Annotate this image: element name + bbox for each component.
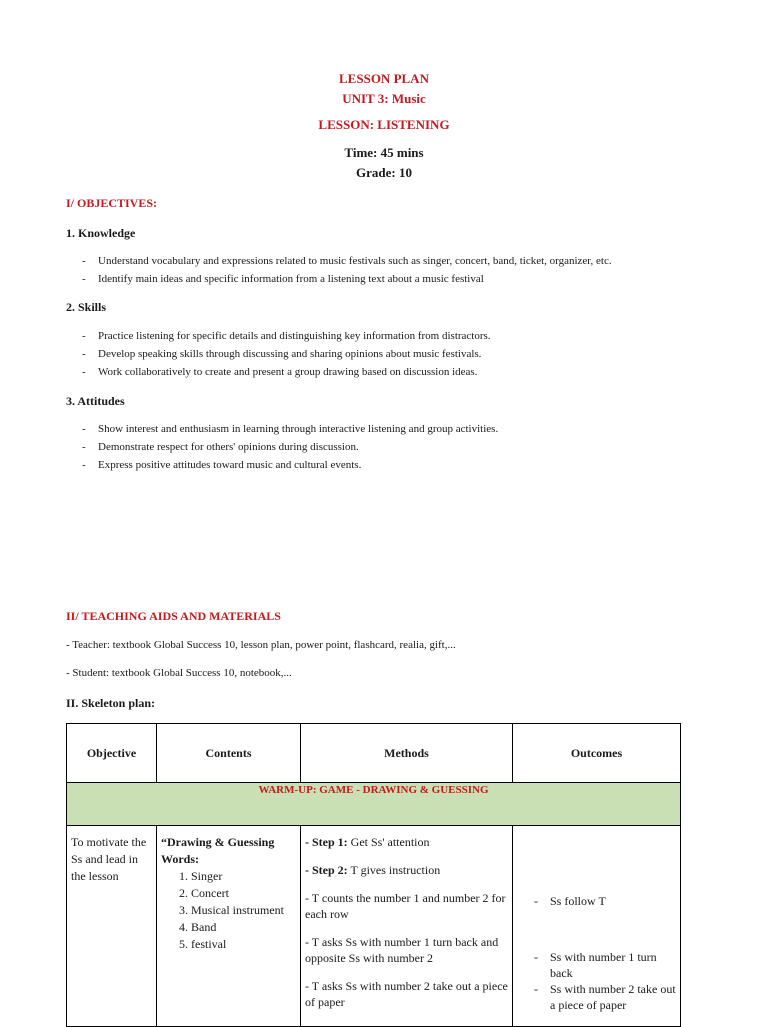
skeleton-heading: II. Skeleton plan: bbox=[66, 696, 156, 710]
doc-title: LESSON PLAN bbox=[339, 71, 429, 86]
table-row bbox=[67, 826, 681, 1027]
list-item: 5. festival bbox=[191, 936, 296, 953]
list-item: - Ss follow T bbox=[514, 893, 679, 909]
list-item: - Identify main ideas and specific information from a listening text about a music festival bbox=[82, 270, 612, 288]
skills-list bbox=[82, 327, 491, 381]
column-header: Outcomes bbox=[513, 724, 681, 783]
list-item: - Show interest and enthusiasm in learning through interactive listening and group activities. bbox=[82, 420, 498, 438]
outcomes-cell bbox=[513, 826, 681, 1027]
step-2 bbox=[305, 862, 508, 878]
stage-band-row bbox=[67, 783, 681, 826]
list-item: - Practice listening for specific details and distinguishing key information from distractors. bbox=[82, 327, 491, 345]
list-item: - Understand vocabulary and expressions related to music festivals such as singer, concert, band, ticket, organizer, etc. bbox=[82, 252, 612, 270]
grade-label: Grade: 10 bbox=[356, 165, 412, 180]
knowledge-list bbox=[82, 252, 612, 288]
objective-cell: To motivate the Ss and lead in the lesson bbox=[67, 826, 157, 1027]
column-header: Contents bbox=[157, 724, 301, 783]
list-item: - Demonstrate respect for others' opinions during discussion. bbox=[82, 438, 498, 456]
student-materials: - Student: textbook Global Success 10, notebook,... bbox=[66, 667, 292, 679]
method-item: - T asks Ss with number 1 turn back and opposite Ss with number 2 bbox=[305, 935, 499, 965]
step-text: T gives instruction bbox=[347, 863, 441, 877]
materials-heading: II/ TEACHING AIDS AND MATERIALS bbox=[66, 609, 281, 623]
time-label: Time: 45 mins bbox=[344, 145, 424, 160]
column-header: Methods bbox=[301, 724, 513, 783]
list-item: 1. Singer bbox=[191, 868, 296, 885]
step-label: - Step 1: bbox=[305, 835, 348, 849]
list-item: - Work collaboratively to create and present a group drawing based on discussion ideas. bbox=[82, 363, 491, 381]
list-item: - Express positive attitudes toward music and cultural events. bbox=[82, 456, 498, 474]
objectives-heading: I/ OBJECTIVES: bbox=[66, 196, 158, 210]
column-header: Objective bbox=[67, 724, 157, 783]
attitudes-list bbox=[82, 420, 498, 474]
attitudes-heading: 3. Attitudes bbox=[66, 394, 125, 408]
contents-cell bbox=[157, 826, 301, 1027]
list-item: - Develop speaking skills through discussing and sharing opinions about music festivals. bbox=[82, 345, 491, 363]
methods-cell bbox=[301, 826, 513, 1027]
lesson-title: LESSON: LISTENING bbox=[318, 117, 450, 132]
teacher-materials: - Teacher: textbook Global Success 10, lesson plan, power point, flashcard, realia, gift,... bbox=[66, 639, 456, 651]
unit-title: UNIT 3: Music bbox=[342, 91, 426, 106]
knowledge-heading: 1. Knowledge bbox=[66, 226, 136, 240]
list-item: 2. Concert bbox=[191, 885, 296, 902]
list-item: - Ss with number 2 take out a piece of paper bbox=[514, 981, 679, 1013]
table-header-row bbox=[67, 724, 681, 783]
vocab-list bbox=[161, 868, 296, 953]
skills-heading: 2. Skills bbox=[66, 300, 107, 314]
step-label: - Step 2: bbox=[305, 863, 348, 877]
contents-title: “Drawing & Guessing Words: bbox=[161, 835, 275, 866]
skeleton-table bbox=[66, 723, 681, 1027]
method-item: - T counts the number 1 and number 2 for each row bbox=[305, 891, 506, 921]
list-item: 3. Musical instrument bbox=[191, 902, 296, 919]
outcomes-list bbox=[514, 827, 679, 1013]
method-item: - T asks Ss with number 2 take out a piece of paper bbox=[305, 979, 508, 1009]
stage-band-label: WARM-UP: GAME - DRAWING & GUESSING bbox=[67, 783, 681, 826]
step-1 bbox=[305, 834, 508, 850]
step-text: Get Ss' attention bbox=[347, 835, 430, 849]
list-item: 4. Band bbox=[191, 919, 296, 936]
list-item: - Ss with number 1 turn back bbox=[514, 949, 679, 981]
